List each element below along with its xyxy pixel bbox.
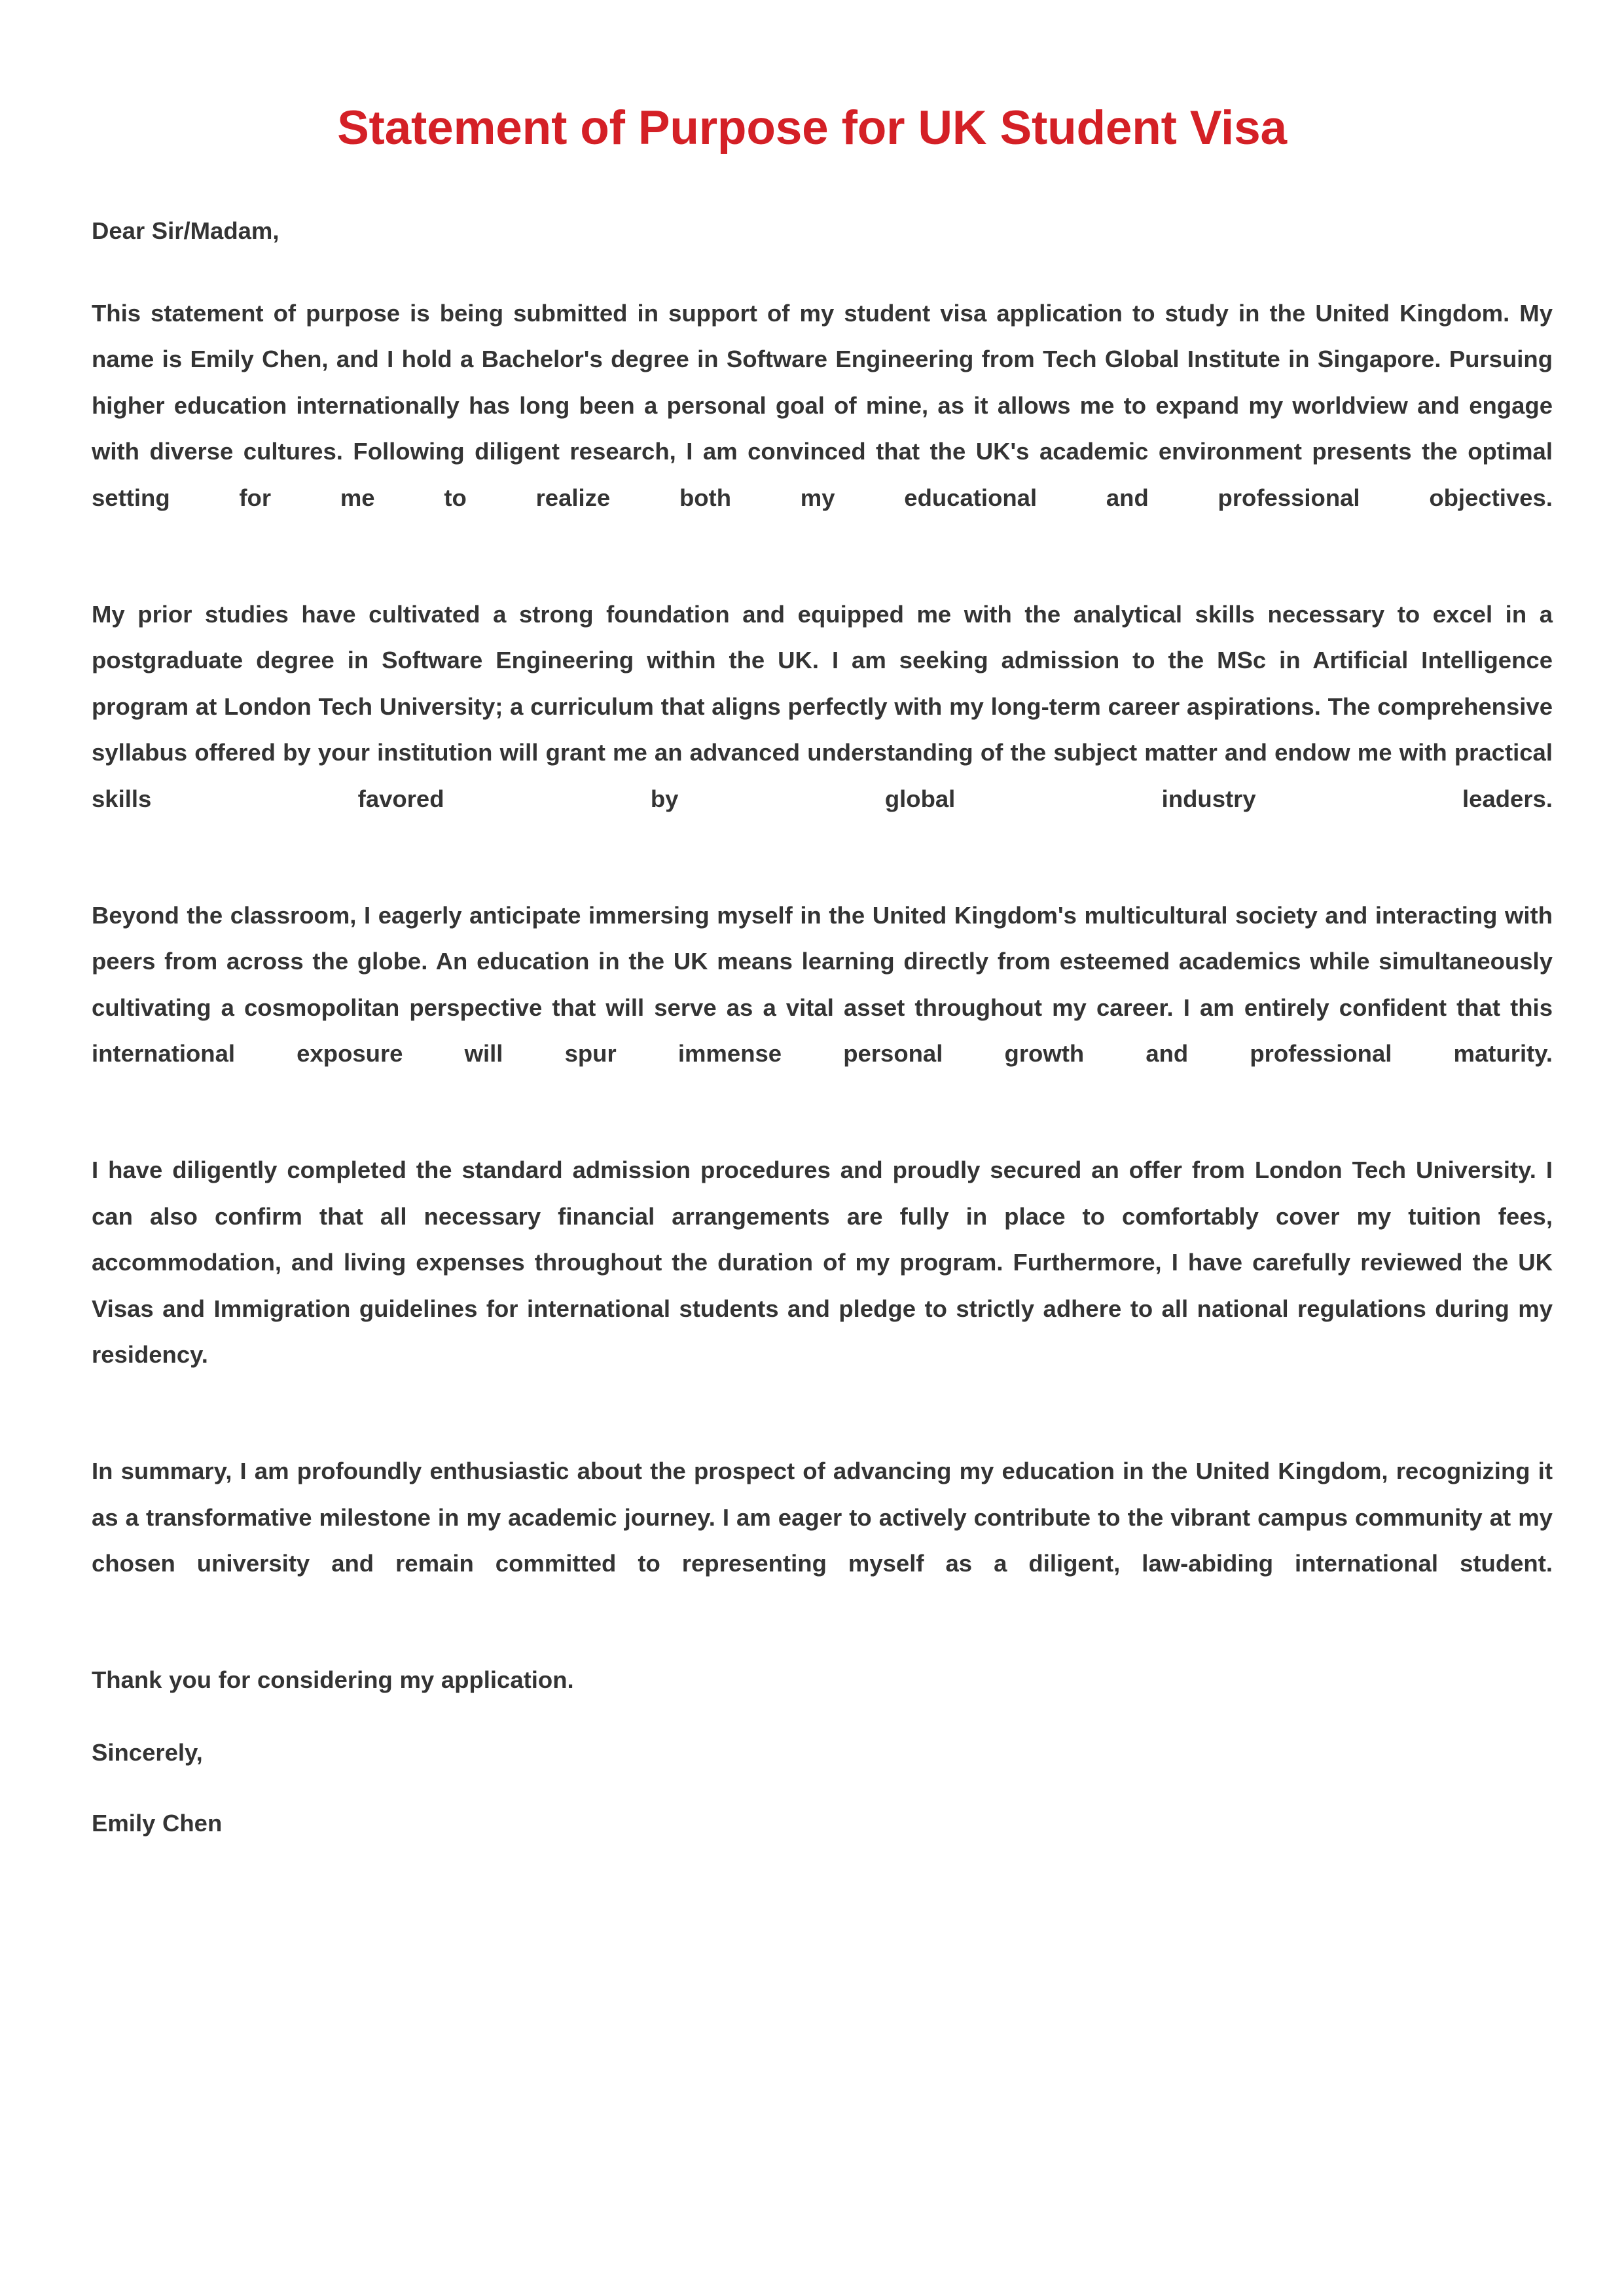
spacer-2 — [92, 869, 1553, 893]
paragraph-3: Beyond the classroom, I eagerly anticipate immersing myself in the United Kingdom's multicultural society and interacting with peers from across the globe. An education in the UK means learning directly from esteemed academics while simultaneously cultivating a cosmopolitan perspective that will serve as a vital asset throughout my career. I am entirely confident that this international exposure will spur immense personal growth and professional maturity. — [92, 901, 1553, 1067]
thanks-line: Thank you for considering my application. — [92, 1666, 574, 1693]
page-title: Statement of Purpose for UK Student Visa — [337, 101, 1287, 154]
salutation: Dear Sir/Madam, — [92, 217, 280, 244]
closing-salutation: Sincerely, — [92, 1738, 203, 1766]
paragraph-5: In summary, I am profoundly enthusiastic about the prospect of advancing my education in the United Kingdom, recognizing it as a transformative milestone in my academic journey. I am eager to actively contribute to the vibrant campus community at my chosen university and remain committed to representing myself as a diligent, law-abiding international student. — [92, 1458, 1553, 1577]
spacer-7 — [92, 1776, 1553, 1801]
spacer-3 — [92, 1123, 1553, 1147]
paragraph-4: I have diligently completed the standard admission procedures and proudly secured an offer from London Tech University. I can also confirm that all necessary financial arrangements are fully in place to comfortably cover my tuition fees, accommodation, and living expenses throughout the duration of my program. Furthermore, I have carefully reviewed the UK Visas and Immigration guidelines for international students and pledge to strictly adhere to all national regulations during my residency. — [92, 1157, 1553, 1368]
spacer-4 — [92, 1424, 1553, 1448]
signature-name: Emily Chen — [92, 1810, 223, 1837]
letter-body — [92, 208, 1553, 1847]
spacer-5 — [92, 1633, 1553, 1657]
spacer-after-salutation — [92, 255, 1553, 291]
spacer-6 — [92, 1704, 1553, 1730]
spacer-1 — [92, 567, 1553, 592]
paragraph-2: My prior studies have cultivated a strong foundation and equipped me with the analytical skills necessary to excel in a postgraduate degree in Software Engineering within the UK. I am seeking admission to the MSc in Artificial Intelligence program at London Tech University; a curriculum that aligns perfectly with my long-term career aspirations. The comprehensive syllabus offered by your institution will grant me an advanced understanding of the subject matter and endow me with practical skills favored by global industry leaders. — [92, 600, 1553, 812]
paragraph-1: This statement of purpose is being submitted in support of my student visa application to study in the United Kingdom. My name is Emily Chen, and I hold a Bachelor's degree in Software Engineering from Tech Global Institute in Singapore. Pursuing higher education internationally has long been a personal goal of mine, as it allows me to expand my worldview and engage with diverse cultures. Following diligent research, I am convinced that the UK's academic environment presents the optimal setting for me to realize both my educational and professional objectives. — [92, 299, 1553, 511]
